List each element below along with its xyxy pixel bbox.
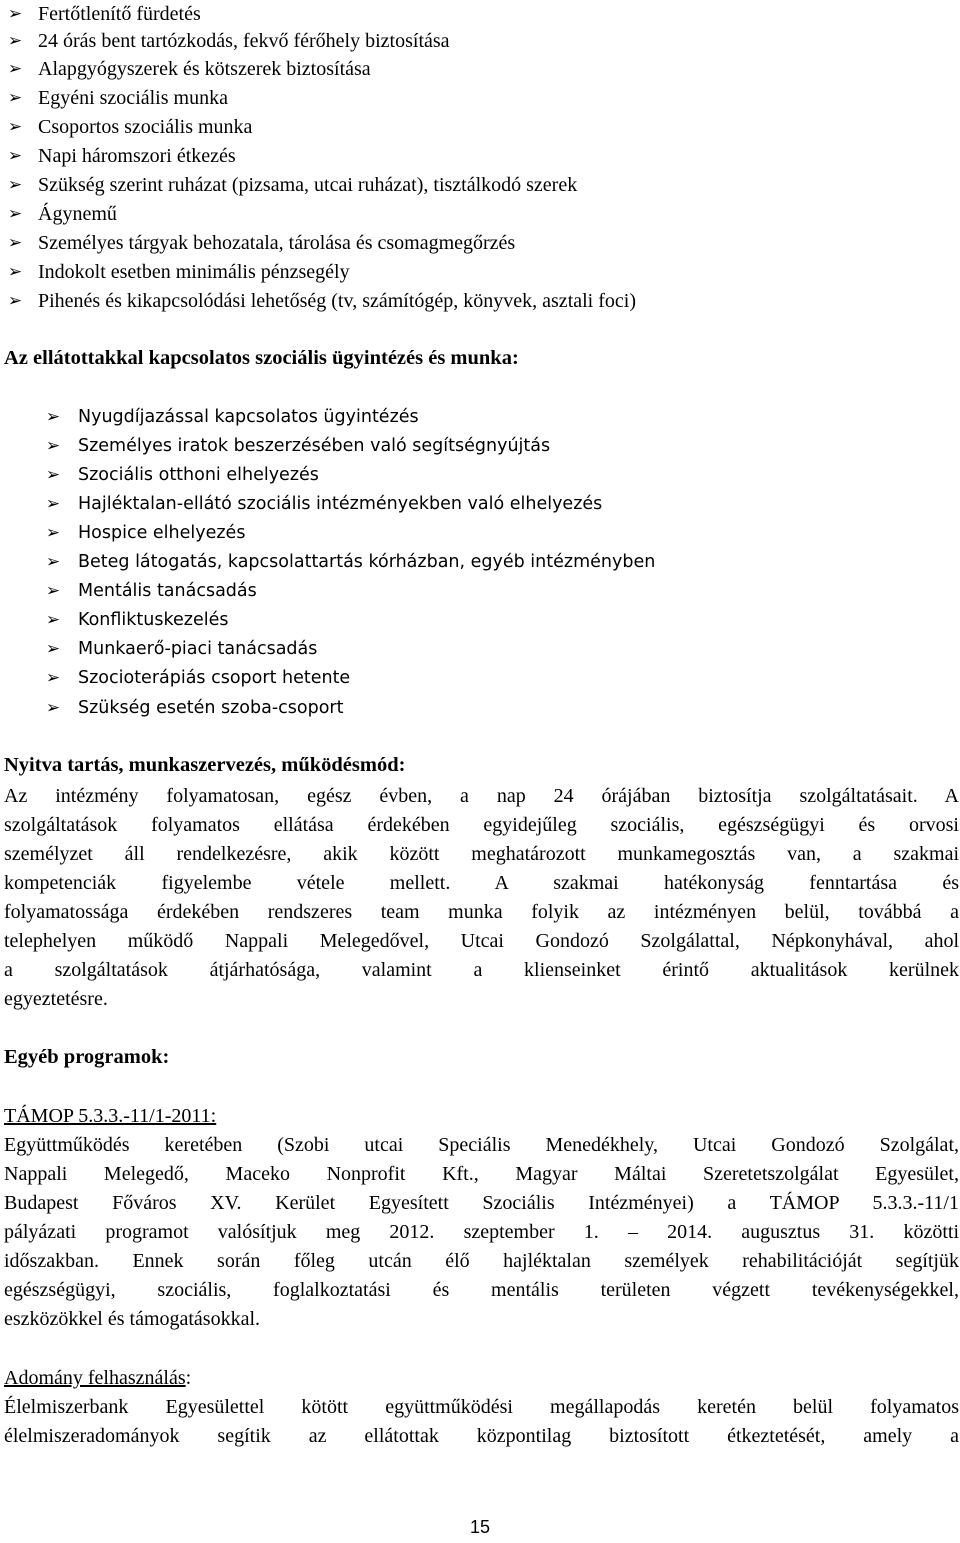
list-item: ➢ Ágynemű: [38, 200, 117, 229]
arrow-bullet-icon: ➢: [7, 88, 23, 108]
paragraph-line: élelmiszeradományok segítik az ellátottak központilag biztosított étkeztetését, amely a: [4, 1425, 959, 1447]
arrow-bullet-icon: ➢: [7, 291, 23, 311]
arrow-bullet-icon: ➢: [7, 59, 23, 79]
section-heading-other-programs: Egyéb programok:: [4, 1046, 170, 1068]
arrow-bullet-icon: ➢: [45, 581, 61, 601]
paragraph-line: egészségügyi, szociális, foglalkoztatási és mentális területen végzett tevékenységekkel,: [4, 1279, 959, 1301]
list-item: ➢ Indokolt esetben minimális pénzsegély: [38, 258, 350, 287]
arrow-bullet-icon: ➢: [45, 698, 61, 718]
arrow-bullet-icon: ➢: [7, 233, 23, 253]
list-item: ➢ 24 órás bent tartózkodás, fekvő férőhely biztosítása: [38, 27, 450, 56]
paragraph-line: Nappali Melegedő, Maceko Nonprofit Kft., Magyar Máltai Szeretetszolgálat Egyesület,: [4, 1163, 959, 1185]
arrow-bullet-icon: ➢: [7, 31, 23, 51]
arrow-bullet-icon: ➢: [45, 523, 61, 543]
paragraph-line: a szolgáltatások átjárhatósága, valamint a klienseinket érintő aktualitások kerülnek: [4, 959, 959, 981]
paragraph-line: időszakban. Ennek során főleg utcán élő hajléktalan személyek rehabilitációját segítjük: [4, 1250, 959, 1272]
list-item: ➢ Napi háromszori étkezés: [38, 142, 236, 171]
list-item: ➢ Hospice elhelyezés: [78, 519, 245, 548]
arrow-bullet-icon: ➢: [7, 204, 23, 224]
list-item: ➢ Pihenés és kikapcsolódási lehetőség (tv, számítógép, könyvek, asztali foci): [38, 287, 636, 316]
page-number: 15: [469, 1517, 491, 1537]
arrow-bullet-icon: ➢: [7, 146, 23, 166]
paragraph-line: Budapest Főváros XV. Kerület Egyesített Szociális Intézményei) a TÁMOP 5.3.3.-11/1: [4, 1192, 959, 1214]
arrow-bullet-icon: ➢: [45, 407, 61, 427]
list-item: ➢ Mentális tanácsadás: [78, 577, 257, 606]
section-heading-social-admin: Az ellátottakkal kapcsolatos szociális ügyintézés és munka:: [4, 347, 519, 369]
arrow-bullet-icon: ➢: [7, 4, 23, 24]
list-item: ➢ Fertőtlenítő fürdetés: [38, 0, 201, 29]
arrow-bullet-icon: ➢: [7, 117, 23, 137]
arrow-bullet-icon: ➢: [45, 552, 61, 572]
arrow-bullet-icon: ➢: [45, 668, 61, 688]
donation-paragraph: [4, 1393, 959, 1451]
arrow-bullet-icon: ➢: [45, 436, 61, 456]
tamop-title: TÁMOP 5.3.3.-11/1-2011:: [4, 1105, 217, 1127]
paragraph-line: pályázati programot valósítjuk meg 2012. szeptember 1. – 2014. augusztus 31. közötti: [4, 1221, 959, 1243]
tamop-paragraph: [4, 1131, 959, 1334]
arrow-bullet-icon: ➢: [45, 610, 61, 630]
arrow-bullet-icon: ➢: [7, 175, 23, 195]
list-item: ➢ Munkaerő-piaci tanácsadás: [78, 635, 317, 664]
list-item: ➢ Beteg látogatás, kapcsolattartás kórházban, egyéb intézményben: [78, 548, 655, 577]
paragraph-line: személyzet áll rendelkezésre, akik között meghatározott munkamegosztás van, a szakmai: [4, 843, 959, 865]
paragraph-line: egyeztetésre.: [4, 988, 108, 1010]
paragraph-line: kompetenciák figyelembe vétele mellett. A szakmai hatékonyság fenntartása és: [4, 872, 959, 894]
paragraph-line: eszközökkel és támogatásokkal.: [4, 1308, 261, 1330]
list-item: ➢ Személyes tárgyak behozatala, tárolása és csomagmegőrzés: [38, 229, 515, 258]
paragraph-line: telephelyen működő Nappali Melegedővel, Utcai Gondozó Szolgálattal, Népkonyhával, ahol: [4, 930, 959, 952]
list-item: ➢ Alapgyógyszerek és kötszerek biztosítása: [38, 55, 371, 84]
list-item: ➢ Szocioterápiás csoport hetente: [78, 664, 350, 693]
list-item: ➢ Szociális otthoni elhelyezés: [78, 461, 319, 490]
list-item: ➢ Csoportos szociális munka: [38, 113, 252, 142]
list-item: ➢ Személyes iratok beszerzésében való segítségnyújtás: [78, 432, 550, 461]
list-item: ➢ Hajléktalan-ellátó szociális intézményekben való elhelyezés: [78, 490, 602, 519]
arrow-bullet-icon: ➢: [45, 494, 61, 514]
paragraph-line: szolgáltatások folyamatos ellátása érdekében egyidejűleg szociális, egészségügyi és orvosi: [4, 814, 959, 836]
paragraph-line: Élelmiszerbank Egyesülettel kötött együttműködési megállapodás keretén belül folyamatos: [4, 1396, 959, 1418]
paragraph-line: Együttműködés keretében (Szobi utcai Speciális Menedékhely, Utcai Gondozó Szolgálat,: [4, 1134, 959, 1156]
arrow-bullet-icon: ➢: [45, 639, 61, 659]
list-item: ➢ Szükség esetén szoba-csoport: [78, 694, 343, 723]
section-heading-opening-hours: Nyitva tartás, munkaszervezés, működésmód:: [4, 754, 406, 776]
operation-paragraph: [4, 782, 959, 1014]
list-item: ➢ Konfliktuskezelés: [78, 606, 228, 635]
donation-title: Adomány felhasználás:: [4, 1367, 192, 1389]
arrow-bullet-icon: ➢: [45, 465, 61, 485]
paragraph-line: Az intézmény folyamatosan, egész évben, a nap 24 órájában biztosítja szolgáltatásait. A: [4, 785, 959, 807]
list-item: ➢ Nyugdíjazással kapcsolatos ügyintézés: [78, 403, 419, 432]
paragraph-line: folyamatossága érdekében rendszeres team munka folyik az intézményen belül, továbbá a: [4, 901, 959, 923]
list-item: ➢ Egyéni szociális munka: [38, 84, 228, 113]
arrow-bullet-icon: ➢: [7, 262, 23, 282]
list-item: ➢ Szükség szerint ruházat (pizsama, utcai ruházat), tisztálkodó szerek: [38, 171, 577, 200]
